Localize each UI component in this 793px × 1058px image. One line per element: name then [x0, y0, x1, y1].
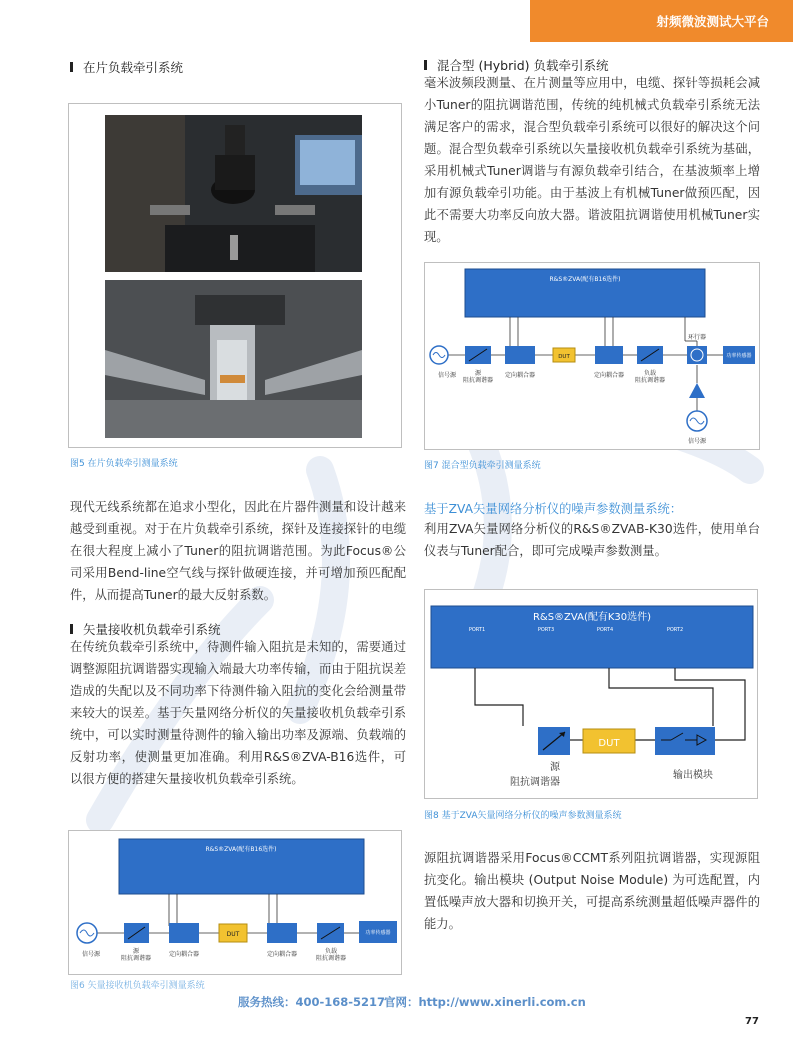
coupler1-label: 定向耦合器	[168, 951, 200, 958]
vna-label: R&S®ZVA(配有B16选件)	[205, 846, 277, 853]
section-heading-on-wafer	[70, 58, 183, 76]
figure7-frame	[424, 262, 760, 450]
port2-label: PORT2	[666, 627, 684, 633]
signal-source2-label: 信号源	[687, 438, 707, 445]
port1-label: PORT1	[468, 627, 486, 633]
probe-closeup-illustration	[105, 280, 362, 438]
figure8-caption: 图8 基于ZVA矢量网络分析仪的噪声参数测量系统	[424, 811, 622, 821]
section-title: 在片负载牵引系统	[83, 60, 184, 75]
microscope-illustration	[105, 115, 362, 272]
power-sensor-label: 功率传感器	[726, 353, 752, 359]
figure7-caption: 图7 混合型负载牵引测量系统	[424, 461, 541, 471]
coupler2-label: 定向耦合器	[266, 951, 298, 958]
output-module-label: 输出模块	[673, 770, 713, 781]
paragraph-source-tuner: 源阻抗调谐器采用Focus®CCMT系列阻抗调谐器，实现源阻抗变化。输出模块 (Output Noise Module) 为可选配置，内置低噪声放大器和切换开关，可提高系统测量超低噪声器件的能力。	[424, 851, 760, 931]
amplifier-icon	[689, 383, 705, 398]
figure6-frame	[68, 830, 402, 975]
source-tuner-label: 源阻抗调谐器	[120, 948, 152, 963]
vna-label: R&S®ZVA(配有B16选件)	[549, 276, 621, 283]
coupler1-label: 定向耦合器	[504, 372, 536, 379]
brand-title: 射频微波测试大平台	[656, 14, 769, 29]
header-banner	[530, 0, 793, 42]
load-tuner-label: 负载阻抗调谐器	[634, 370, 666, 385]
coupler2-box	[267, 923, 297, 943]
paragraph-vector-receiver: 在传统负载牵引系统中，待测件输入阻抗是未知的，需要通过调整源阻抗调谐器实现输入端最大功率传输，而由于阻抗误差造成的失配以及不同功率下待测件输入阻抗的变化会给测量带来较大的误差。基于矢量网络分析仪的矢量接收机负载牵引系统中，可以实时测量待测件的输入输出功率及源端、负载端的反射功率，使测量更加准确。利用R&S®ZVA-B16选件，可以很方便的搭建矢量接收机负载牵引系统。	[70, 640, 406, 786]
probe-station-photo-2	[105, 280, 362, 438]
footer-hotline: 服务热线：400-168-5217	[238, 995, 386, 1009]
power-sensor-label: 功率传感器	[365, 930, 391, 936]
dut-label: DUT	[598, 738, 620, 749]
dut-label: DUT	[226, 931, 240, 938]
paragraph-noise: 利用ZVA矢量网络分析仪的R&S®ZVAB-K30选件，使用单台仪表与Tuner配合，即可完成噪声参数测量。	[424, 522, 760, 558]
noise-heading: 基于ZVA矢量网络分析仪的噪声参数测量系统：	[424, 502, 683, 516]
figure8-frame	[424, 589, 758, 799]
source-tuner-label: 源阻抗调谐器	[462, 370, 494, 385]
figure5-frame	[68, 103, 402, 448]
port3-label: PORT3	[537, 627, 555, 633]
signal-source-label: 信号源	[81, 951, 101, 958]
source-tuner-label-1: 源	[550, 762, 560, 773]
vna-label: R&S®ZVA(配有K30选件)	[532, 612, 652, 623]
figure6-caption: 图6 矢量接收机负载牵引测量系统	[70, 981, 205, 991]
heading-bullet	[70, 624, 73, 634]
paragraph-hybrid: 毫米波频段测量、在片测量等应用中，电缆、探针等损耗会减小Tuner的阻抗调谐范围，传统的纯机械式负载牵引系统无法满足客户的需求，混合型负载牵引系统可以很好的解决这个问题。混合型负载牵引系统以矢量接收机负载牵引系统为基础，采用机械式Tuner调谐与有源负载牵引结合，在基波频率上增加有源负载牵引功能。由于基波上有机械Tuner做预匹配，因此不需要大功率反向放大器。谐波阻抗调谐使用机械Tuner实现。	[424, 76, 760, 244]
source-tuner-label-2: 阻抗调谐器	[510, 777, 560, 788]
coupler2-label: 定向耦合器	[593, 372, 625, 379]
load-tuner-label: 负载阻抗调谐器	[315, 948, 347, 963]
paragraph-on-wafer: 现代无线系统都在追求小型化，因此在片器件测量和设计越来越受到重视。对于在片负载牵引系统，探针及连接探针的电缆在很大程度上减小了Tuner的阻抗调谐范围。为此Focus®公司采用Bend-line空气线与探针做硬连接，并可增加预匹配配件，从而提高Tuner的最大反射系数。	[70, 500, 406, 602]
coupler2-box	[595, 346, 623, 364]
heading-bullet	[424, 60, 427, 70]
coupler1-box	[505, 346, 535, 364]
section-title: 混合型 (Hybrid) 负载牵引系统	[437, 58, 609, 73]
page-number: 77	[745, 1016, 759, 1027]
section-title: 矢量接收机负载牵引系统	[83, 622, 221, 637]
figure6-diagram	[69, 831, 403, 976]
probe-station-photo-1	[105, 115, 362, 272]
heading-bullet	[70, 62, 73, 72]
output-module-box	[655, 727, 715, 755]
circulator-label: 环行器	[687, 334, 707, 341]
coupler1-box	[169, 923, 199, 943]
port4-label: PORT4	[596, 627, 614, 633]
dut-label: DUT	[558, 354, 570, 360]
figure8-diagram	[425, 590, 759, 800]
footer-website: 官网：http://www.xinerli.com.cn	[384, 995, 586, 1009]
signal-source-label: 信号源	[437, 372, 457, 379]
figure5-caption: 图5 在片负载牵引测量系统	[70, 459, 178, 469]
figure7-diagram	[425, 263, 761, 451]
